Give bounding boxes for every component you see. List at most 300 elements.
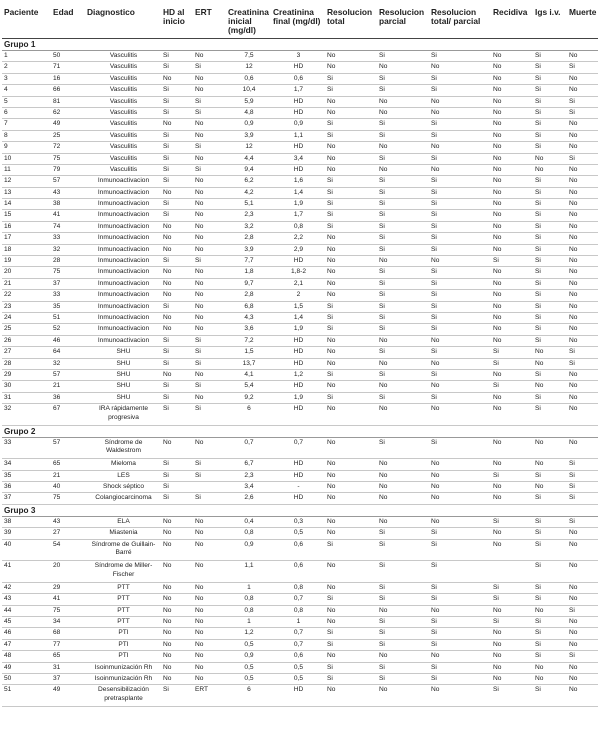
cell-diagnostico: Miastenia (85, 528, 161, 539)
cell-hd-al-inicio: Si (161, 96, 193, 107)
table-row (2, 85, 598, 96)
cell-muerte: No (567, 301, 598, 312)
cell-muerte: Si (567, 493, 598, 504)
cell-resolucion-total-parcial: Si (429, 639, 491, 650)
cell-muerte: No (567, 164, 598, 175)
cell-hd-al-inicio: Si (161, 130, 193, 141)
cell-resolucion-parcial: No (377, 358, 429, 369)
cell-resolucion-total-parcial: Si (429, 539, 491, 561)
cell-hd-al-inicio: No (161, 244, 193, 255)
table-row (2, 62, 598, 73)
cell-resolucion-parcial: Si (377, 561, 429, 583)
cell-edad: 72 (51, 142, 85, 153)
cell-resolucion-total: No (325, 605, 377, 616)
cell-paciente: 6 (2, 107, 51, 118)
cell-creatinina-inicial: 5,4 (226, 381, 271, 392)
cell-hd-al-inicio: Si (161, 470, 193, 481)
cell-resolucion-total: No (325, 651, 377, 662)
cell-recidiva: No (491, 651, 533, 662)
cell-creatinina-inicial: 0,9 (226, 119, 271, 130)
cell-resolucion-total: No (325, 153, 377, 164)
cell-paciente: 23 (2, 301, 51, 312)
cell-resolucion-total-parcial: Si (429, 628, 491, 639)
cell-paciente: 1 (2, 51, 51, 62)
cell-resolucion-parcial: Si (377, 582, 429, 593)
cell-resolucion-parcial: Si (377, 85, 429, 96)
cell-creatinina-inicial: 1 (226, 617, 271, 628)
patients-table (2, 0, 598, 707)
cell-resolucion-total: Si (325, 324, 377, 335)
cell-creatinina-inicial: 9,2 (226, 392, 271, 403)
cell-diagnostico: Inmunoactivacion (85, 312, 161, 323)
cell-igs-iv: Si (533, 392, 567, 403)
cell-igs-iv: Si (533, 324, 567, 335)
cell-igs-iv: Si (533, 51, 567, 62)
cell-ert: No (193, 662, 226, 673)
cell-edad: 28 (51, 256, 85, 267)
cell-recidiva: No (491, 130, 533, 141)
cell-creatinina-final: 3,4 (271, 153, 325, 164)
col-paciente: Paciente (2, 0, 51, 39)
cell-igs-iv: Si (533, 256, 567, 267)
cell-paciente: 36 (2, 482, 51, 493)
table-row (2, 639, 598, 650)
cell-paciente: 20 (2, 267, 51, 278)
cell-edad: 37 (51, 278, 85, 289)
cell-igs-iv: Si (533, 582, 567, 593)
cell-ert: No (193, 73, 226, 84)
table-row (2, 662, 598, 673)
cell-igs-iv: Si (533, 312, 567, 323)
cell-igs-iv: No (533, 605, 567, 616)
cell-igs-iv: Si (533, 199, 567, 210)
cell-creatinina-final: 0,7 (271, 594, 325, 605)
cell-recidiva: No (491, 176, 533, 187)
cell-recidiva: No (491, 482, 533, 493)
cell-resolucion-parcial: No (377, 256, 429, 267)
cell-hd-al-inicio: No (161, 639, 193, 650)
cell-creatinina-inicial: 2,8 (226, 233, 271, 244)
cell-resolucion-parcial: Si (377, 176, 429, 187)
cell-muerte: Si (567, 470, 598, 481)
cell-igs-iv: No (533, 153, 567, 164)
cell-muerte: No (567, 51, 598, 62)
cell-resolucion-parcial: Si (377, 199, 429, 210)
cell-resolucion-total: No (325, 528, 377, 539)
cell-hd-al-inicio: Si (161, 685, 193, 707)
cell-diagnostico: Vasculitis (85, 73, 161, 84)
cell-resolucion-parcial: No (377, 685, 429, 707)
cell-resolucion-parcial: No (377, 651, 429, 662)
cell-hd-al-inicio: No (161, 73, 193, 84)
cell-paciente: 12 (2, 176, 51, 187)
cell-muerte: No (567, 290, 598, 301)
cell-edad: 49 (51, 119, 85, 130)
cell-edad: 25 (51, 130, 85, 141)
col-creatinina-inicial: Creatinina inicial (mg/dl) (226, 0, 271, 39)
cell-recidiva: No (491, 96, 533, 107)
cell-paciente: 47 (2, 639, 51, 650)
cell-resolucion-total: No (325, 347, 377, 358)
cell-resolucion-total: No (325, 381, 377, 392)
table-row (2, 605, 598, 616)
cell-diagnostico: Colangiocarcinoma (85, 493, 161, 504)
cell-ert: No (193, 119, 226, 130)
cell-muerte: No (567, 244, 598, 255)
cell-ert: No (193, 369, 226, 380)
cell-edad: 57 (51, 369, 85, 380)
cell-ert: No (193, 130, 226, 141)
cell-recidiva: Si (491, 685, 533, 707)
cell-resolucion-total: Si (325, 539, 377, 561)
cell-muerte: No (567, 73, 598, 84)
table-row (2, 561, 598, 583)
col-hd-al-inicio: HD al inicio (161, 0, 193, 39)
cell-resolucion-total: No (325, 404, 377, 426)
cell-diagnostico: Síndrome de Miller-Fischer (85, 561, 161, 583)
cell-hd-al-inicio: Si (161, 85, 193, 96)
cell-creatinina-inicial: 0,8 (226, 528, 271, 539)
cell-igs-iv: Si (533, 267, 567, 278)
cell-recidiva: No (491, 164, 533, 175)
cell-muerte: No (567, 594, 598, 605)
cell-muerte: No (567, 539, 598, 561)
cell-paciente: 25 (2, 324, 51, 335)
cell-edad: 75 (51, 605, 85, 616)
col-igs-iv: Igs i.v. (533, 0, 567, 39)
cell-muerte: Si (567, 62, 598, 73)
cell-creatinina-final: 1,7 (271, 210, 325, 221)
cell-resolucion-total: Si (325, 639, 377, 650)
cell-diagnostico: Inmunoactivacion (85, 324, 161, 335)
cell-diagnostico: Vasculitis (85, 153, 161, 164)
cell-hd-al-inicio: No (161, 605, 193, 616)
cell-hd-al-inicio: Si (161, 199, 193, 210)
cell-recidiva: No (491, 459, 533, 470)
cell-resolucion-total-parcial: Si (429, 617, 491, 628)
cell-resolucion-total: No (325, 164, 377, 175)
table-row (2, 392, 598, 403)
cell-resolucion-total: Si (325, 673, 377, 684)
cell-resolucion-total: No (325, 685, 377, 707)
cell-igs-iv: Si (533, 335, 567, 346)
cell-hd-al-inicio: No (161, 617, 193, 628)
cell-resolucion-total: No (325, 437, 377, 459)
cell-edad: 46 (51, 335, 85, 346)
cell-paciente: 26 (2, 335, 51, 346)
cell-resolucion-total: Si (325, 210, 377, 221)
cell-diagnostico: Inmunoactivacion (85, 244, 161, 255)
cell-hd-al-inicio: No (161, 628, 193, 639)
cell-resolucion-total: No (325, 233, 377, 244)
cell-ert: No (193, 605, 226, 616)
cell-muerte: No (567, 119, 598, 130)
cell-muerte: No (567, 662, 598, 673)
cell-igs-iv: No (533, 482, 567, 493)
cell-creatinina-inicial: 4,4 (226, 153, 271, 164)
cell-hd-al-inicio: Si (161, 482, 193, 493)
cell-edad: 21 (51, 381, 85, 392)
cell-igs-iv: Si (533, 96, 567, 107)
table-row (2, 312, 598, 323)
cell-paciente: 41 (2, 561, 51, 583)
cell-resolucion-total: Si (325, 662, 377, 673)
cell-recidiva: No (491, 119, 533, 130)
cell-paciente: 2 (2, 62, 51, 73)
cell-igs-iv: Si (533, 210, 567, 221)
cell-paciente: 45 (2, 617, 51, 628)
cell-creatinina-final: HD (271, 381, 325, 392)
cell-creatinina-final: 1,1 (271, 130, 325, 141)
cell-hd-al-inicio: No (161, 187, 193, 198)
cell-resolucion-parcial: No (377, 493, 429, 504)
cell-recidiva: No (491, 51, 533, 62)
cell-hd-al-inicio: No (161, 119, 193, 130)
cell-hd-al-inicio: Si (161, 153, 193, 164)
cell-ert: Si (193, 459, 226, 470)
cell-resolucion-parcial: Si (377, 290, 429, 301)
cell-ert: No (193, 539, 226, 561)
cell-creatinina-final: 2 (271, 290, 325, 301)
cell-paciente: 38 (2, 516, 51, 527)
cell-resolucion-total-parcial: Si (429, 153, 491, 164)
cell-edad: 33 (51, 290, 85, 301)
cell-resolucion-total-parcial: Si (429, 51, 491, 62)
cell-resolucion-total: No (325, 96, 377, 107)
col-recidiva: Recidiva (491, 0, 533, 39)
cell-resolucion-total-parcial: No (429, 142, 491, 153)
cell-resolucion-total-parcial: Si (429, 594, 491, 605)
cell-resolucion-parcial: Si (377, 347, 429, 358)
cell-resolucion-total-parcial: Si (429, 290, 491, 301)
cell-resolucion-parcial: Si (377, 628, 429, 639)
table-row (2, 233, 598, 244)
group-label: Grupo 3 (2, 504, 598, 516)
cell-creatinina-inicial: 4,3 (226, 312, 271, 323)
cell-igs-iv: Si (533, 594, 567, 605)
cell-muerte: No (567, 528, 598, 539)
cell-edad: 77 (51, 639, 85, 650)
cell-paciente: 4 (2, 85, 51, 96)
cell-edad: 62 (51, 107, 85, 118)
col-resolucion-total-parcial: Resolucion total/ parcial (429, 0, 491, 39)
cell-paciente: 28 (2, 358, 51, 369)
cell-creatinina-final: HD (271, 335, 325, 346)
cell-muerte: Si (567, 358, 598, 369)
table-row (2, 221, 598, 232)
cell-hd-al-inicio: No (161, 437, 193, 459)
cell-ert: Si (193, 347, 226, 358)
table-row (2, 358, 598, 369)
cell-muerte: No (567, 312, 598, 323)
cell-paciente: 29 (2, 369, 51, 380)
cell-resolucion-total-parcial: Si (429, 278, 491, 289)
cell-edad: 65 (51, 459, 85, 470)
cell-diagnostico: Vasculitis (85, 164, 161, 175)
cell-creatinina-final: 1,7 (271, 85, 325, 96)
cell-muerte: No (567, 685, 598, 707)
cell-ert: Si (193, 358, 226, 369)
cell-edad: 36 (51, 392, 85, 403)
cell-ert: No (193, 176, 226, 187)
table-row (2, 256, 598, 267)
cell-creatinina-inicial: 7,5 (226, 51, 271, 62)
cell-paciente: 17 (2, 233, 51, 244)
cell-recidiva: Si (491, 381, 533, 392)
table-row (2, 244, 598, 255)
cell-ert: No (193, 278, 226, 289)
cell-paciente: 22 (2, 290, 51, 301)
table-row (2, 493, 598, 504)
cell-creatinina-inicial: 1,1 (226, 561, 271, 583)
cell-edad: 54 (51, 539, 85, 561)
cell-edad: 32 (51, 244, 85, 255)
cell-resolucion-total: Si (325, 176, 377, 187)
cell-resolucion-total-parcial: No (429, 381, 491, 392)
table-row (2, 651, 598, 662)
cell-creatinina-final: HD (271, 470, 325, 481)
cell-diagnostico: PTT (85, 594, 161, 605)
cell-diagnostico: PTT (85, 605, 161, 616)
cell-paciente: 21 (2, 278, 51, 289)
table-row (2, 96, 598, 107)
cell-resolucion-total: No (325, 493, 377, 504)
cell-recidiva: No (491, 335, 533, 346)
cell-creatinina-inicial: 7,2 (226, 335, 271, 346)
cell-resolucion-total: Si (325, 199, 377, 210)
cell-hd-al-inicio: Si (161, 62, 193, 73)
cell-igs-iv: Si (533, 639, 567, 650)
cell-recidiva: No (491, 187, 533, 198)
cell-resolucion-parcial: Si (377, 233, 429, 244)
cell-creatinina-final: 0,5 (271, 662, 325, 673)
cell-diagnostico: Inmunoactivacion (85, 267, 161, 278)
cell-resolucion-total-parcial: Si (429, 176, 491, 187)
cell-diagnostico: Síndrome de Guillain-Barré (85, 539, 161, 561)
cell-resolucion-total-parcial: No (429, 493, 491, 504)
cell-diagnostico: Isoinmunización Rh (85, 673, 161, 684)
table-row (2, 628, 598, 639)
cell-resolucion-parcial: No (377, 381, 429, 392)
cell-hd-al-inicio: No (161, 561, 193, 583)
cell-resolucion-total: No (325, 107, 377, 118)
cell-hd-al-inicio: No (161, 233, 193, 244)
cell-diagnostico: Shock séptico (85, 482, 161, 493)
cell-hd-al-inicio: Si (161, 335, 193, 346)
cell-recidiva: No (491, 493, 533, 504)
cell-creatinina-final: 1,6 (271, 176, 325, 187)
table-row (2, 176, 598, 187)
cell-paciente: 33 (2, 437, 51, 459)
cell-resolucion-total-parcial: No (429, 651, 491, 662)
cell-hd-al-inicio: No (161, 278, 193, 289)
table-row (2, 528, 598, 539)
cell-resolucion-total-parcial: Si (429, 187, 491, 198)
cell-resolucion-parcial: Si (377, 617, 429, 628)
cell-muerte: Si (567, 459, 598, 470)
cell-paciente: 39 (2, 528, 51, 539)
cell-creatinina-final: HD (271, 164, 325, 175)
cell-ert: No (193, 651, 226, 662)
cell-resolucion-total-parcial: Si (429, 392, 491, 403)
cell-creatinina-inicial: 7,7 (226, 256, 271, 267)
cell-resolucion-total: Si (325, 221, 377, 232)
cell-recidiva: No (491, 199, 533, 210)
table-row (2, 437, 598, 459)
cell-resolucion-parcial: Si (377, 73, 429, 84)
cell-recidiva: No (491, 605, 533, 616)
table-row (2, 267, 598, 278)
cell-paciente: 27 (2, 347, 51, 358)
cell-resolucion-total: No (325, 290, 377, 301)
cell-resolucion-total-parcial: Si (429, 301, 491, 312)
cell-diagnostico: PTT (85, 582, 161, 593)
table-body (2, 39, 598, 707)
cell-resolucion-total: No (325, 561, 377, 583)
cell-paciente: 18 (2, 244, 51, 255)
cell-resolucion-parcial: Si (377, 324, 429, 335)
cell-creatinina-inicial: 1,8 (226, 267, 271, 278)
cell-resolucion-total: No (325, 256, 377, 267)
cell-muerte: Si (567, 651, 598, 662)
cell-creatinina-inicial: 0,6 (226, 73, 271, 84)
table-row (2, 335, 598, 346)
cell-edad: 40 (51, 482, 85, 493)
cell-resolucion-total-parcial: Si (429, 528, 491, 539)
cell-creatinina-inicial: 4,2 (226, 187, 271, 198)
cell-resolucion-total-parcial: Si (429, 73, 491, 84)
cell-ert: No (193, 324, 226, 335)
cell-hd-al-inicio: No (161, 267, 193, 278)
cell-diagnostico: Vasculitis (85, 119, 161, 130)
cell-resolucion-total-parcial: Si (429, 85, 491, 96)
cell-creatinina-inicial: 0,4 (226, 516, 271, 527)
cell-creatinina-final: HD (271, 62, 325, 73)
cell-recidiva: No (491, 107, 533, 118)
cell-hd-al-inicio: Si (161, 301, 193, 312)
cell-edad: 33 (51, 233, 85, 244)
cell-resolucion-total: No (325, 142, 377, 153)
cell-resolucion-total: No (325, 244, 377, 255)
table-row (2, 673, 598, 684)
cell-ert: No (193, 85, 226, 96)
cell-creatinina-final: 2,2 (271, 233, 325, 244)
cell-muerte: No (567, 369, 598, 380)
cell-creatinina-final: - (271, 482, 325, 493)
cell-edad: 31 (51, 662, 85, 673)
cell-creatinina-final: HD (271, 347, 325, 358)
cell-resolucion-total: No (325, 278, 377, 289)
cell-ert: Si (193, 335, 226, 346)
cell-igs-iv: No (533, 673, 567, 684)
table-row (2, 404, 598, 426)
cell-igs-iv: No (533, 358, 567, 369)
cell-creatinina-final: 2,1 (271, 278, 325, 289)
cell-resolucion-parcial: Si (377, 662, 429, 673)
col-edad: Edad (51, 0, 85, 39)
cell-creatinina-final: 0,6 (271, 561, 325, 583)
cell-paciente: 10 (2, 153, 51, 164)
cell-edad: 75 (51, 493, 85, 504)
cell-resolucion-parcial: No (377, 482, 429, 493)
cell-paciente: 11 (2, 164, 51, 175)
cell-resolucion-total-parcial: No (429, 404, 491, 426)
cell-ert: Si (193, 404, 226, 426)
cell-creatinina-inicial: 3,9 (226, 244, 271, 255)
cell-resolucion-parcial: No (377, 62, 429, 73)
cell-igs-iv: Si (533, 119, 567, 130)
cell-ert: No (193, 290, 226, 301)
